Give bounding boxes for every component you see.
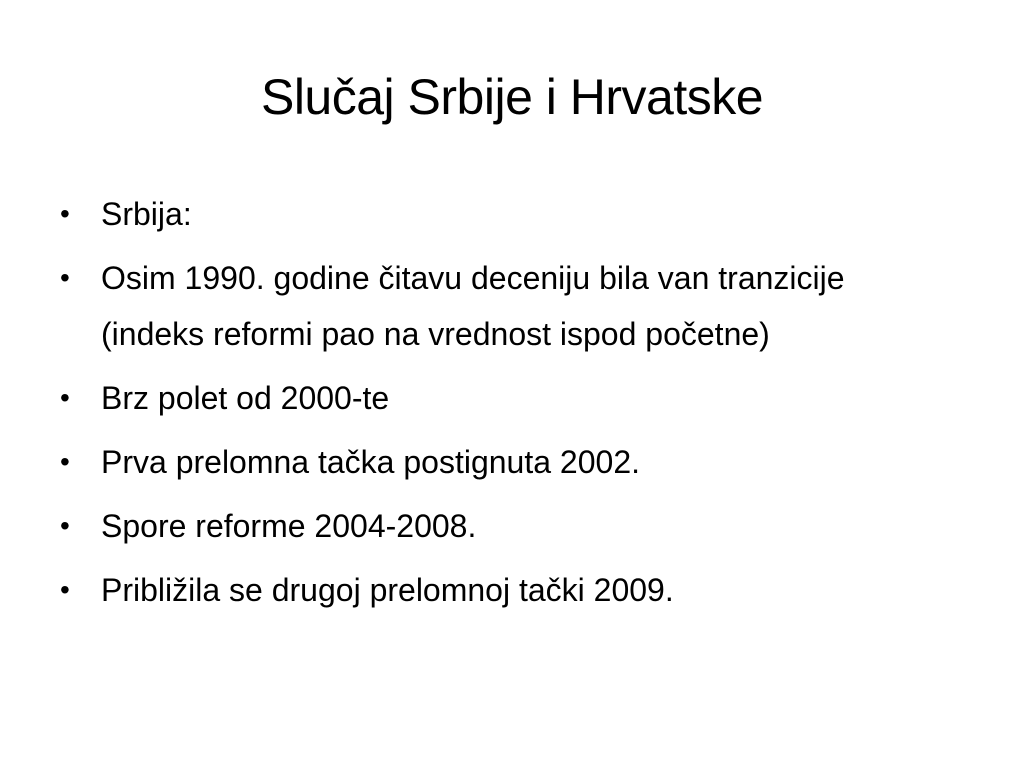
bullet-item-6 bbox=[60, 562, 920, 618]
bullet-icon: • bbox=[60, 574, 70, 605]
bullet-text: Prva prelomna tačka postignuta 2002. bbox=[101, 444, 640, 480]
bullet-list bbox=[60, 186, 920, 626]
bullet-item-1 bbox=[60, 186, 920, 242]
bullet-text: Brz polet od 2000-te bbox=[101, 380, 390, 416]
bullet-item-2 bbox=[60, 250, 920, 362]
bullet-item-5 bbox=[60, 498, 920, 554]
bullet-icon: • bbox=[60, 510, 70, 541]
slide-title: Slučaj Srbije i Hrvatske bbox=[260, 69, 764, 125]
bullet-text: Osim 1990. godine čitavu deceniju bila van tranzicije (indeks reformi pao na vrednost ispod početne) bbox=[101, 260, 845, 352]
bullet-icon: • bbox=[60, 198, 70, 229]
bullet-item-3 bbox=[60, 370, 920, 426]
bullet-icon: • bbox=[60, 382, 70, 413]
bullet-text: Približila se drugoj prelomnoj tački 2009. bbox=[101, 572, 674, 608]
bullet-item-4 bbox=[60, 434, 920, 490]
bullet-icon: • bbox=[60, 262, 70, 293]
bullet-text: Spore reforme 2004-2008. bbox=[101, 508, 477, 544]
bullet-icon: • bbox=[60, 446, 70, 477]
bullet-text: Srbija: bbox=[101, 196, 192, 232]
